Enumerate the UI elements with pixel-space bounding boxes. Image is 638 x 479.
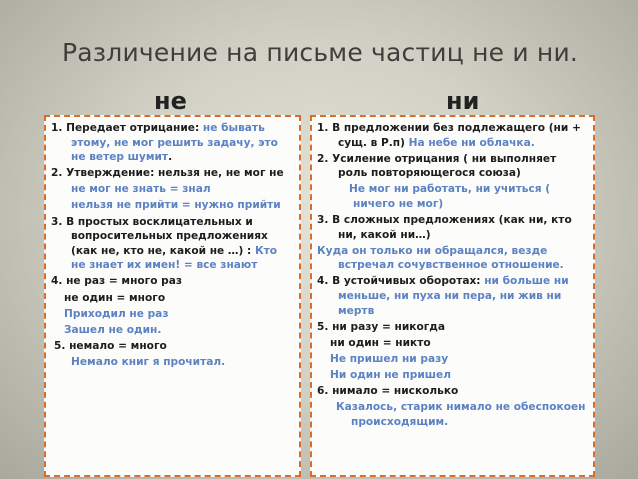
rule-r4-example: ни больше ни меньше, ни пуха ни пера, ни жив ни мертв: [338, 275, 569, 317]
rule-r4-idioms: [317, 274, 589, 318]
rule-1-example: не бывать этому, не мог решить задачу, это не ветер шумит: [71, 122, 278, 164]
rule-r6-nimalo: 6. нимало = нисколько: [317, 385, 459, 398]
rule-r1-label: 1. В предложении без подлежащего (ни + сущ. в Р.п): [317, 122, 581, 149]
rule-5-example: Немало книг я прочитал.: [71, 355, 226, 368]
right-rules-box: [310, 115, 595, 477]
rule-r6-example: Казалось, старик нимало не обеспокоен происходящим.: [336, 401, 586, 428]
left-rules-box: [44, 115, 301, 477]
rule-4-example-2: Зашел не один.: [64, 323, 162, 336]
rule-r3-complex: 3. В сложных предложениях (как ни, кто ни, какой ни…): [317, 214, 572, 241]
rule-4-ne-raz: 4. не раз = много раз: [51, 275, 183, 288]
rule-5-nemalo: 5. немало = много: [54, 339, 167, 352]
rule-4-example-1: Приходил не раз: [64, 307, 169, 320]
rule-4-ne-odin: не один = много: [64, 291, 166, 304]
rule-r5-example-1: Не пришел ни разу: [330, 352, 449, 365]
rule-3-exclamatory: [51, 215, 295, 273]
rule-r4-label: 4. В устойчивых оборотах:: [317, 275, 485, 288]
rule-2-affirmation: 2. Утверждение: нельзя не, не мог не: [51, 167, 284, 180]
rule-r5-example-2: Ни один не пришел: [330, 369, 451, 381]
rule-3-label: 3. В простых восклицательных и вопросительных предложениях (как не, кто не, какой не …) :: [51, 215, 268, 257]
rule-1-negation: [51, 121, 295, 165]
rule-3-example: Кто не знает их имен! = все знают: [71, 244, 278, 272]
rule-1-dot: .: [168, 151, 173, 164]
slide-title: Различение на письме частиц не и ни.: [62, 38, 579, 67]
rule-r5-ni-razu: 5. ни разу = никогда: [317, 320, 446, 333]
right-column-heading: ни: [446, 87, 480, 115]
rule-r2-example: Не мог ни работать, ни учиться ( ничего не мог): [349, 183, 551, 210]
rule-2-example-2: нельзя не прийти = нужно прийти: [71, 199, 281, 212]
rule-r5-ni-odin: ни один = никто: [330, 336, 431, 349]
rule-r2-intensifier: 2. Усиление отрицания ( ни выполняет роль повторяющегося союза): [317, 152, 557, 180]
left-column-heading: не: [154, 87, 187, 115]
rule-2-example-1: не мог не знать = знал: [71, 183, 211, 196]
rule-r3-example: Куда он только ни обращался, везде встречал сочувственное отношение.: [317, 244, 564, 272]
rule-1-label: 1. Передает отрицание:: [51, 122, 203, 134]
rule-r1-example: На небе ни облачка.: [408, 136, 535, 149]
rule-r1-no-subject: [317, 121, 589, 150]
